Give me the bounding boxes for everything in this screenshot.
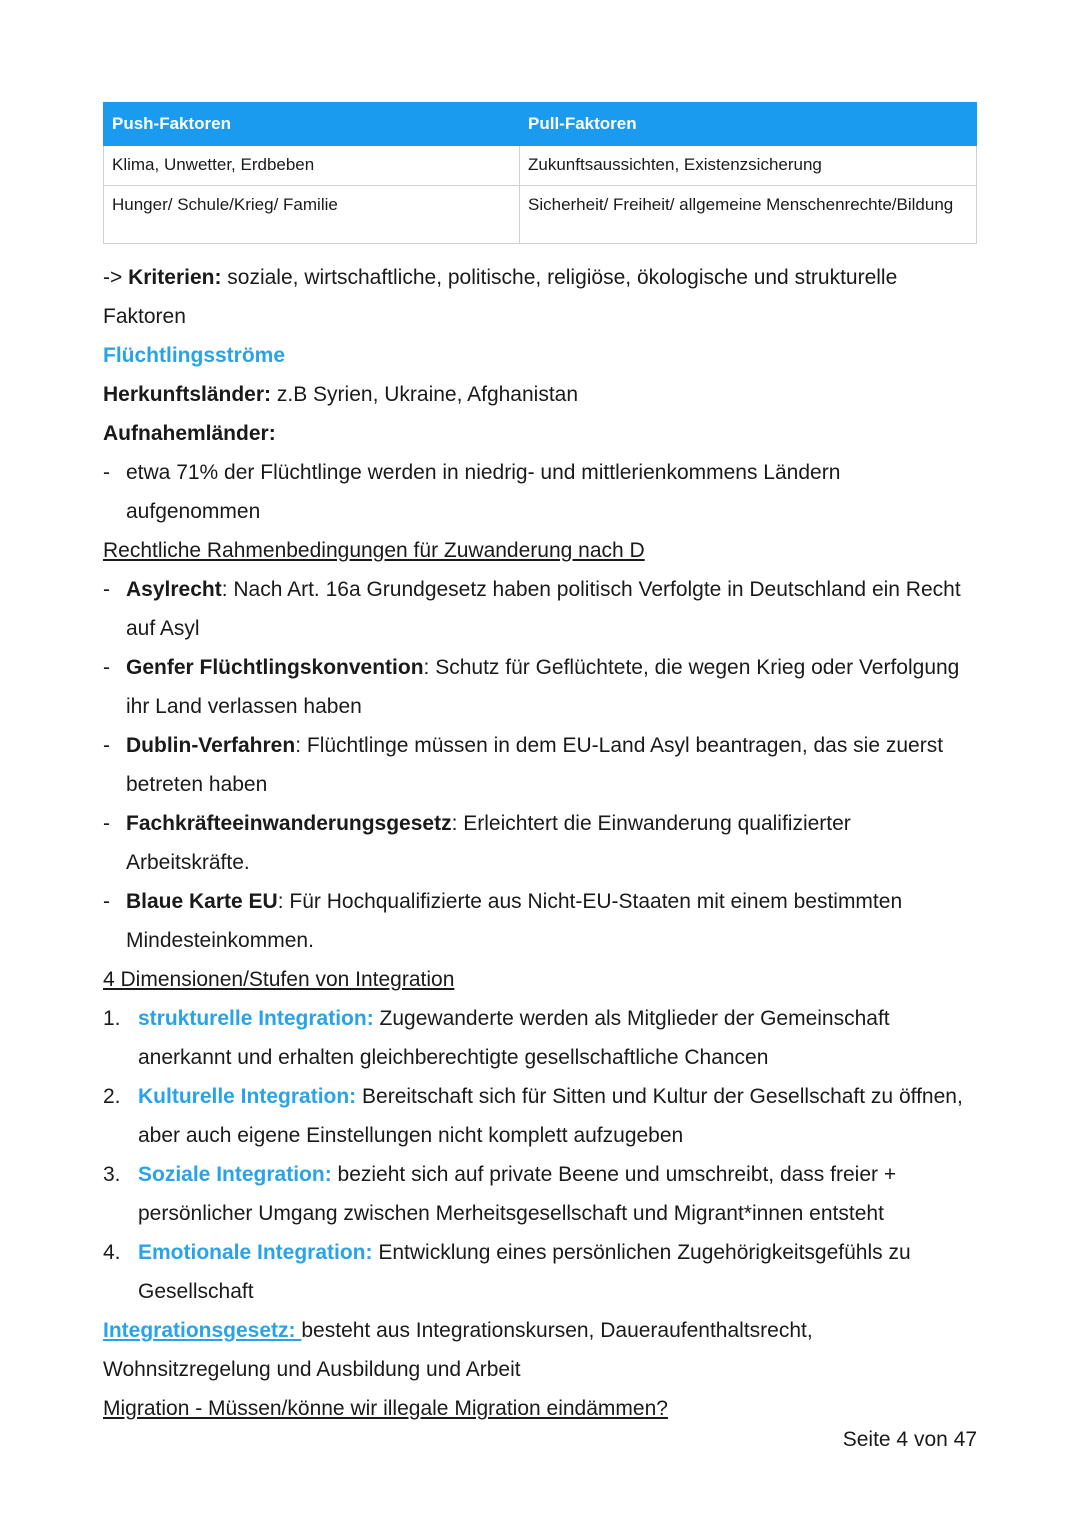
page-content	[103, 102, 977, 1428]
legal-term: Genfer Flüchtlingskonvention	[126, 656, 424, 679]
host-label: Aufnahemländer:	[103, 422, 276, 445]
integration-heading: 4 Dimensionen/Stufen von Integration	[103, 968, 455, 991]
arrow-text: ->	[103, 266, 129, 289]
refugee-flows-heading: Flüchtlingsströme	[103, 344, 286, 367]
legal-text: : Erleichtert die Einwanderung qualifizierter Arbeitskräfte.	[126, 812, 851, 874]
pull-header: Pull-Faktoren	[520, 103, 977, 146]
table-header-row	[104, 103, 977, 146]
legal-item-dublin	[103, 726, 977, 804]
table-cell: Sicherheit/ Freiheit/ allgemeine Menschenrechte/Bildung	[520, 186, 977, 244]
criteria-paragraph	[103, 258, 977, 336]
legal-term: Asylrecht	[126, 578, 222, 601]
legal-item-fachkraefte	[103, 804, 977, 882]
legal-term: Dublin-Verfahren	[126, 734, 296, 757]
legal-term: Fachkräfteeinwanderungsgesetz	[126, 812, 452, 835]
table-row	[104, 146, 977, 186]
push-pull-table	[103, 102, 977, 244]
page-number: Seite 4 von 47	[842, 1428, 977, 1451]
table-cell: Hunger/ Schule/Krieg/ Familie	[104, 186, 520, 244]
criteria-text: soziale, wirtschaftliche, politische, religiöse, ökologische und strukturelle Faktoren	[103, 266, 898, 328]
integration-item-social	[103, 1155, 977, 1233]
integration-text: bezieht sich auf private Beene und umschreibt, dass freier + persönlicher Umgang zwischen Merheitsgesellschaft und Migrant*innen entsteht	[138, 1163, 897, 1225]
legal-text: : Für Hochqualifizierte aus Nicht-EU-Staaten mit einem bestimmten Mindesteinkommen.	[126, 890, 903, 952]
integration-text: Bereitschaft sich für Sitten und Kultur der Gesellschaft zu öffnen, aber auch eigene Einstellungen nicht komplett aufzugeben	[138, 1085, 963, 1147]
origin-text: z.B Syrien, Ukraine, Afghanistan	[271, 383, 579, 406]
criteria-label: Kriterien:	[128, 266, 222, 289]
legal-text: : Nach Art. 16a Grundgesetz haben politisch Verfolgte in Deutschland ein Recht auf Asyl	[126, 578, 961, 640]
push-header: Push-Faktoren	[104, 103, 520, 146]
legal-text: : Flüchtlinge müssen in dem EU-Land Asyl beantragen, das sie zuerst betreten haben	[126, 734, 944, 796]
host-countries-label	[103, 414, 977, 453]
legal-item-genfer	[103, 648, 977, 726]
legal-item-asylrecht	[103, 570, 977, 648]
integration-law	[103, 1311, 977, 1389]
integration-term: Emotionale Integration:	[138, 1241, 373, 1264]
integration-item-structural	[103, 999, 977, 1077]
item-number: 3.	[103, 1163, 121, 1186]
legal-heading: Rechtliche Rahmenbedingungen für Zuwanderung nach D	[103, 539, 645, 562]
integration-law-link[interactable]: Integrationsgesetz:	[103, 1319, 302, 1342]
integration-term: Kulturelle Integration:	[138, 1085, 357, 1108]
origin-label: Herkunftsländer:	[103, 383, 272, 406]
integration-law-text: besteht aus Integrationskursen, Daueraufenthaltsrecht, Wohnsitzregelung und Ausbildung und Arbeit	[103, 1319, 813, 1381]
legal-text: : Schutz für Geflüchtete, die wegen Krieg oder Verfolgung ihr Land verlassen haben	[126, 656, 960, 718]
integration-term: Soziale Integration:	[138, 1163, 332, 1186]
origin-countries	[103, 375, 977, 414]
item-number: 1.	[103, 1007, 121, 1030]
migration-question: Migration - Müssen/könne wir illegale Migration eindämmen?	[103, 1397, 668, 1420]
integration-term: strukturelle Integration:	[138, 1007, 374, 1030]
integration-text: Zugewanderte werden als Mitglieder der Gemeinschaft anerkannt und erhalten gleichberechtigte gesellschaftliche Chancen	[138, 1007, 890, 1069]
table-cell: Klima, Unwetter, Erdbeben	[104, 146, 520, 186]
item-number: 2.	[103, 1085, 121, 1108]
legal-item-blaue-karte	[103, 882, 977, 960]
table-cell: Zukunftsaussichten, Existenzsicherung	[520, 146, 977, 186]
legal-term: Blaue Karte EU	[126, 890, 278, 913]
item-number: 4.	[103, 1241, 121, 1264]
host-item: - etwa 71% der Flüchtlinge werden in niedrig- und mittlerienkommens Ländern aufgenommen	[103, 453, 977, 531]
integration-text: Entwicklung eines persönlichen Zugehörigkeitsgefühls zu Gesellschaft	[138, 1241, 911, 1303]
integration-item-emotional	[103, 1233, 977, 1311]
integration-item-cultural	[103, 1077, 977, 1155]
table-row	[104, 186, 977, 244]
